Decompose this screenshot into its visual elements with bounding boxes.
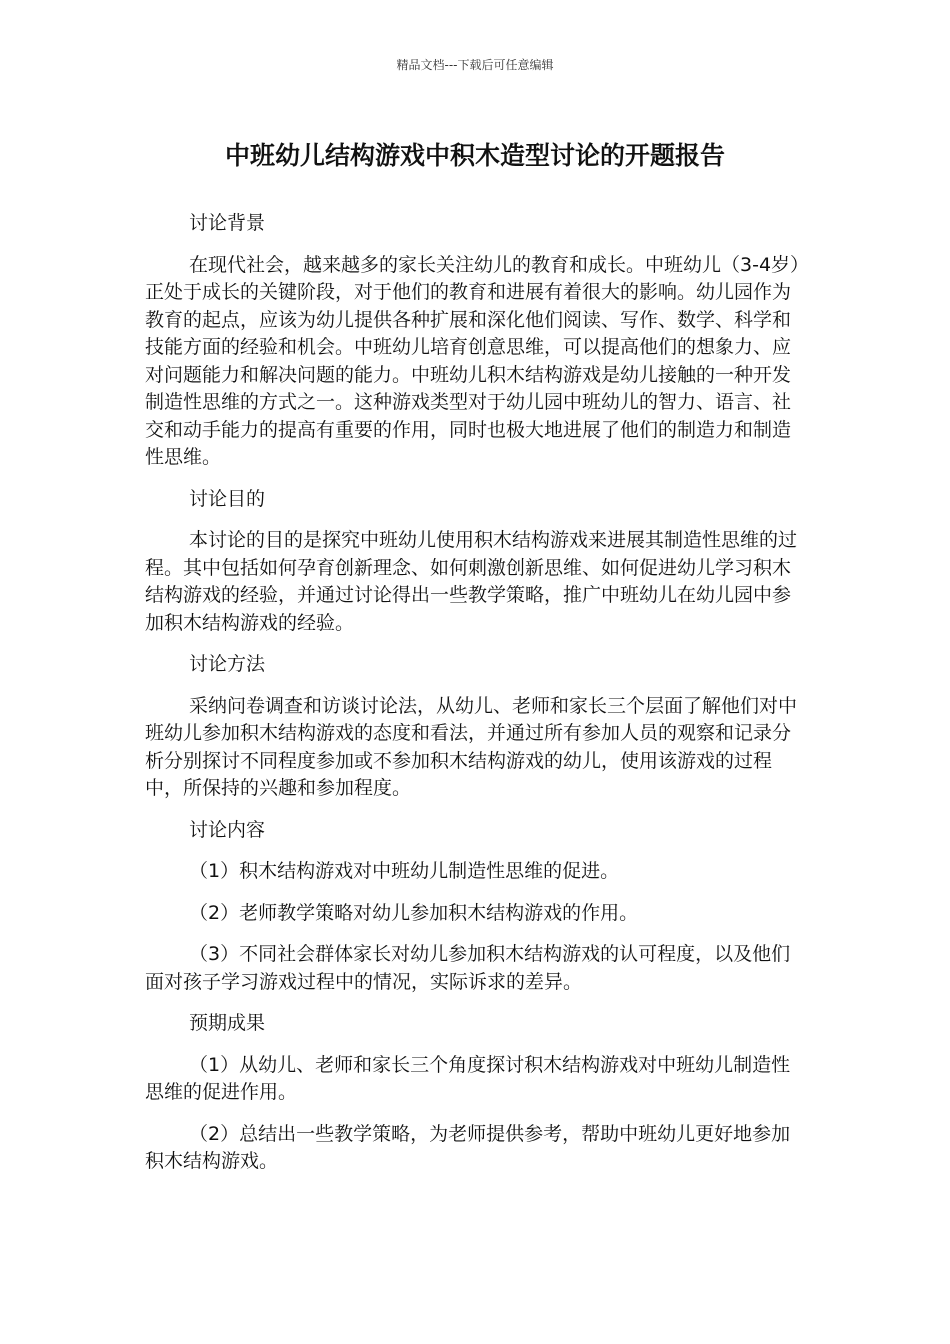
content-item: （3）不同社会群体家长对幼儿参加积木结构游戏的认可程度，以及他们面对孩子学习游戏过程中的情况，实际诉求的差异。 (145, 943, 791, 993)
paragraph-purpose: 本讨论的目的是探究中班幼儿使用积木结构游戏来进展其制造性思维的过程。其中包括如何孕育创新理念、如何刺激创新思维、如何促进幼儿学习积木结构游戏的经验，并通过讨论得出一些教学策略，推广中班幼儿在幼儿园中参加积木结构游戏的经验。 (145, 529, 798, 634)
section-heading-content: 讨论内容 (189, 818, 266, 841)
section-heading-method: 讨论方法 (189, 653, 266, 675)
outcome-item: （1）从幼儿、老师和家长三个角度探讨积木结构游戏对中班幼儿制造性思维的促进作用。 (145, 1053, 791, 1103)
section-heading-purpose: 讨论目的 (189, 487, 266, 510)
paragraph-method: 采纳问卷调查和访谈讨论法，从幼儿、老师和家长三个层面了解他们对中班幼儿参加积木结构游戏的态度和看法，并通过所有参加人员的观察和记录分析分别探讨不同程度参加或不参加积木结构游戏的幼儿，使用该游戏的过程中，所保持的兴趣和参加程度。 (145, 694, 798, 799)
page-header-note: 精品文档---下载后可任意编辑 (396, 58, 554, 72)
outcome-item: （2）总结出一些教学策略，为老师提供参考，帮助中班幼儿更好地参加积木结构游戏。 (145, 1122, 791, 1172)
content-item: （1）积木结构游戏对中班幼儿制造性思维的促进。 (189, 860, 620, 882)
document-body (145, 210, 807, 1190)
section-heading-outcomes: 预期成果 (189, 1012, 266, 1034)
section-heading-background: 讨论背景 (189, 212, 266, 234)
document-title: 中班幼儿结构游戏中积木造型讨论的开题报告 (224, 141, 725, 170)
paragraph-background: 在现代社会，越来越多的家长关注幼儿的教育和成长。中班幼儿（3-4岁）正处于成长的关键阶段，对于他们的教育和进展有着很大的影响。幼儿园作为教育的起点，应该为幼儿提供各种扩展和深化他们阅读、写作、数学、科学和技能方面的经验和机会。中班幼儿培育创意思维，可以提高他们的想象力、应对问题能力和解决问题的能力。中班幼儿积木结构游戏是幼儿接触的一种开发制造性思维的方式之一。这种游戏类型对于幼儿园中班幼儿的智力、语言、社交和动手能力的提高有重要的作用，同时也极大地进展了他们的制造力和制造性思维。 (145, 253, 800, 468)
content-item: （2）老师教学策略对幼儿参加积木结构游戏的作用。 (189, 901, 639, 924)
